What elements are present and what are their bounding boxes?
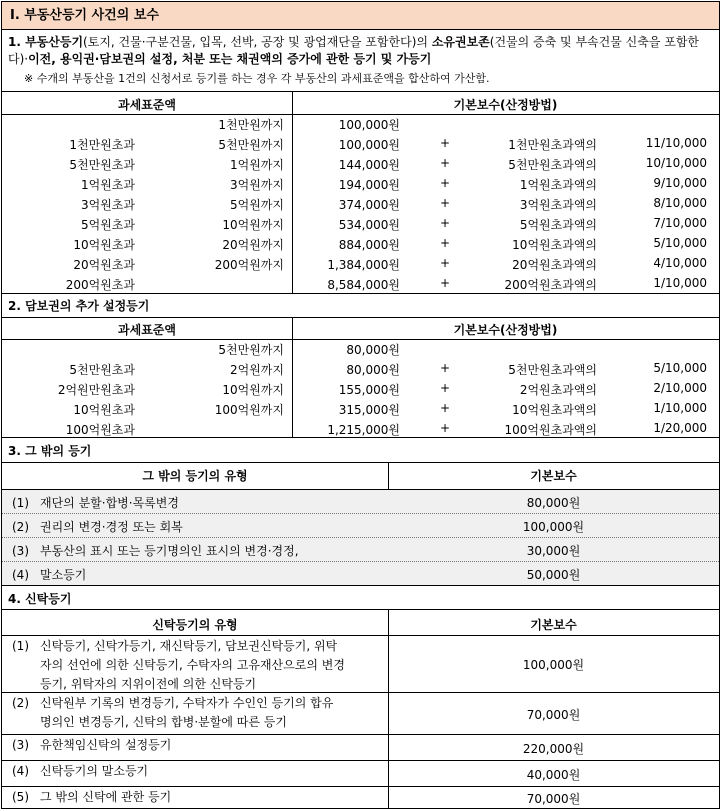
row-number: (5) (12, 790, 29, 804)
section1-note: ※ 수개의 부동산을 1건의 신청서로 등기를 하는 경우 각 부동산의 과세표준액을 합산하여 가산함. (24, 72, 490, 85)
row-text: 신탁등기, 신탁가등기, 재신탁등기, 담보권신탁등기, 위탁 (40, 639, 338, 653)
row-type (2, 542, 388, 559)
row-fee: 70,000원 (526, 708, 581, 722)
bracket-from: 20억원초과 (73, 258, 135, 272)
row-text: 등기, 위탁자의 지위이전에 의한 신탁등기 (40, 677, 257, 691)
plus-sign: + (439, 156, 451, 170)
rate: 2/10,000 (653, 381, 707, 395)
plus-sign: + (439, 276, 451, 290)
plus-sign: + (439, 401, 451, 415)
page-title: Ⅰ. 부동산등기 사건의 보수 (2, 2, 719, 30)
base-fee: 1,384,000원 (327, 258, 400, 272)
row-line (12, 762, 388, 781)
bracket-from: 5억원초과 (80, 218, 135, 232)
base-fee: 80,000원 (346, 363, 400, 377)
bracket-from: 5천만원초과 (69, 363, 135, 377)
bracket-from: 1천만원초과 (69, 138, 135, 152)
row-number: (3) (12, 738, 29, 752)
plus-sign: + (439, 236, 451, 250)
row-line (12, 637, 388, 656)
s4-col-type: 신탁등기의 유형 (152, 618, 238, 632)
bracket-to: 1천만원까지 (218, 118, 284, 132)
row-fee: 50,000원 (526, 568, 581, 582)
divider (2, 339, 719, 340)
excess-label: 20억원초과액의 (512, 258, 597, 272)
base-fee: 100,000원 (338, 138, 400, 152)
plus-sign: + (439, 176, 451, 190)
divider (2, 585, 719, 586)
row-text: 부동산의 표시 또는 등기명의인 표시의 변경·경정, (40, 544, 299, 558)
bracket-to: 200억원까지 (214, 258, 284, 272)
bracket-from: 10억원초과 (73, 403, 135, 417)
rate: 1/10,000 (653, 401, 707, 415)
row-type (2, 566, 388, 583)
row-line (12, 713, 388, 732)
excess-label: 5억원초과액의 (519, 218, 597, 232)
rate: 10/10,000 (645, 156, 707, 170)
row-number: (4) (12, 568, 29, 582)
plus-sign: + (439, 256, 451, 270)
bracket-to: 5억원까지 (229, 198, 284, 212)
row-text: 유한책임신탁의 설정등기 (40, 738, 172, 752)
plus-sign: + (439, 196, 451, 210)
base-fee: 1,215,000원 (327, 423, 400, 437)
bracket-to: 100억원까지 (214, 403, 284, 417)
plus-sign: + (439, 381, 451, 395)
row-type (2, 637, 388, 694)
bracket-from: 10억원초과 (73, 238, 135, 252)
bracket-from: 5천만원초과 (69, 158, 135, 172)
rate: 5/10,000 (653, 361, 707, 375)
base-fee: 100,000원 (338, 118, 400, 132)
row-text: 그 밖의 신탁에 관한 등기 (40, 790, 172, 804)
row-number: (4) (12, 764, 29, 778)
divider (2, 609, 719, 610)
s2-col-base-fee: 기본보수(산정방법) (453, 323, 558, 337)
s1-col-base-fee: 기본보수(산정방법) (453, 98, 558, 112)
section3-heading: 3. 그 밖의 등기 (8, 444, 92, 458)
bracket-to: 3억원까지 (229, 178, 284, 192)
plus-sign: + (439, 421, 451, 435)
rate: 5/10,000 (653, 236, 707, 250)
row-type (2, 736, 388, 755)
excess-label: 10억원초과액의 (512, 238, 597, 252)
base-fee: 315,000원 (338, 403, 400, 417)
row-type (2, 494, 388, 511)
section2-heading: 2. 담보권의 추가 설정등기 (8, 299, 150, 313)
excess-label: 1억원초과액의 (519, 178, 597, 192)
base-fee: 144,000원 (338, 158, 400, 172)
row-line (12, 675, 388, 694)
base-fee: 194,000원 (338, 178, 400, 192)
divider (2, 317, 719, 318)
bracket-from: 200억원초과 (65, 278, 135, 292)
excess-label: 1천만원초과액의 (508, 138, 597, 152)
row-line (12, 736, 388, 755)
divider (2, 462, 719, 463)
bracket-to: 10억원까지 (222, 383, 284, 397)
bracket-from: 100억원초과 (65, 423, 135, 437)
row-number: (2) (12, 520, 29, 534)
rate: 11/10,000 (645, 136, 707, 150)
base-fee: 884,000원 (338, 238, 400, 252)
base-fee: 80,000원 (346, 343, 400, 357)
excess-label: 3억원초과액의 (519, 198, 597, 212)
divider (2, 293, 719, 294)
row-fee: 80,000원 (526, 496, 581, 510)
row-fee: 220,000원 (522, 742, 585, 756)
rate: 8/10,000 (653, 196, 707, 210)
excess-label: 100억원초과액의 (504, 423, 597, 437)
base-fee: 534,000원 (338, 218, 400, 232)
rate: 7/10,000 (653, 216, 707, 230)
row-text: 신탁원부 기록의 변경등기, 수탁자가 수인인 등기의 합유 (40, 696, 334, 710)
excess-label: 2억원초과액의 (519, 383, 597, 397)
rate: 4/10,000 (653, 256, 707, 270)
row-type (2, 694, 388, 732)
bracket-from: 3억원초과 (80, 198, 135, 212)
row-number: (1) (12, 496, 29, 510)
divider (2, 114, 719, 115)
fee-schedule-page (1, 1, 720, 809)
bracket-from: 1억원초과 (80, 178, 135, 192)
row-line (12, 788, 388, 807)
row-type (2, 518, 388, 535)
base-fee: 155,000원 (338, 383, 400, 397)
base-fee: 8,584,000원 (327, 278, 400, 292)
excess-label: 5천만원초과액의 (508, 158, 597, 172)
divider (2, 91, 719, 92)
row-text: 자의 선언에 의한 신탁등기, 수탁자의 고유재산으로의 변경 (40, 658, 345, 672)
plus-sign: + (439, 136, 451, 150)
bracket-from: 2억원만원초과 (57, 383, 135, 397)
s3-col-type: 그 밖의 등기의 유형 (142, 469, 248, 483)
row-type (2, 762, 388, 781)
s3-col-fee: 기본보수 (530, 469, 577, 483)
row-fee: 70,000원 (526, 792, 581, 806)
s2-col-tax-base: 과세표준액 (118, 323, 176, 337)
section4-heading: 4. 신탁등기 (8, 592, 72, 606)
divider (292, 317, 293, 437)
row-fee: 30,000원 (526, 544, 581, 558)
row-fee: 40,000원 (526, 768, 581, 782)
row-line (12, 694, 388, 713)
rate: 1/20,000 (653, 421, 707, 435)
row-fee: 100,000원 (522, 520, 585, 534)
row-text: 권리의 변경·경정 또는 회복 (40, 520, 183, 534)
section1-heading: 1. 부동산등기(토지, 건물·구분건물, 입목, 선박, 공장 및 광업재단을 포함한다)의 소유권보존(건물의 증축 및 부속건물 신축을 포함한다)·이전, 용익권·담보권의 설정, 처분 또는 채권액의 증가에 관한 등기 및 가등기 (8, 35, 700, 66)
row-number: (3) (12, 544, 29, 558)
bracket-to: 10억원까지 (222, 218, 284, 232)
bracket-to: 5천만원까지 (218, 138, 284, 152)
row-type (2, 788, 388, 807)
excess-label: 10억원초과액의 (512, 403, 597, 417)
excess-label: 5천만원초과액의 (508, 363, 597, 377)
row-line (12, 656, 388, 675)
row-text: 명의인 변경등기, 신탁의 합병·분할에 따른 등기 (40, 715, 287, 729)
row-text: 재단의 분할·합병·목록변경 (40, 496, 179, 510)
rate: 9/10,000 (653, 176, 707, 190)
row-text: 신탁등기의 말소등기 (40, 764, 149, 778)
plus-sign: + (439, 216, 451, 230)
bracket-to: 5천만원까지 (218, 343, 284, 357)
row-text: 말소등기 (40, 568, 87, 582)
base-fee: 374,000원 (338, 198, 400, 212)
bracket-to: 20억원까지 (222, 238, 284, 252)
plus-sign: + (439, 361, 451, 375)
row-number: (2) (12, 696, 29, 710)
s4-col-fee: 기본보수 (530, 618, 577, 632)
excess-label: 200억원초과액의 (504, 278, 597, 292)
s1-col-tax-base: 과세표준액 (118, 98, 176, 112)
bracket-to: 1억원까지 (229, 158, 284, 172)
row-fee: 100,000원 (522, 658, 585, 672)
bracket-to: 2억원까지 (229, 363, 284, 377)
rate: 1/10,000 (653, 276, 707, 290)
divider (292, 91, 293, 294)
divider (2, 437, 719, 438)
row-number: (1) (12, 639, 29, 653)
